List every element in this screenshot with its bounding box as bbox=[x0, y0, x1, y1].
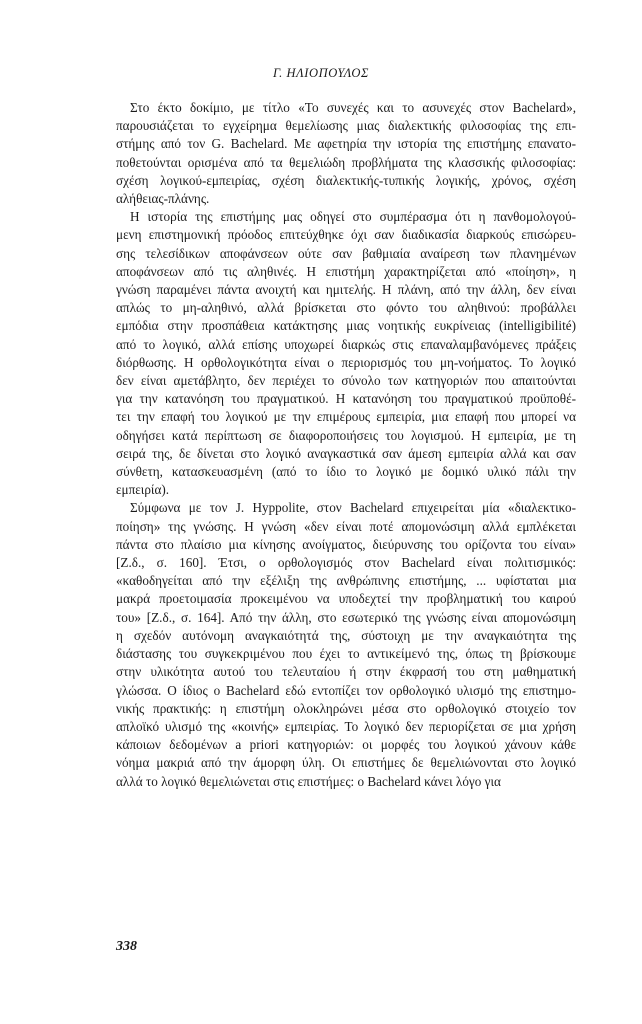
text-line: πάντα στο πλαίσιο μια κίνησης ανοίγματος, διεύρυνσης του ορίζοντα του είναι» bbox=[116, 536, 576, 552]
text-line: Στο έκτο δοκίμιο, με τίτλο «Το συνεχές και το ασυνεχές στον Bachelard», bbox=[130, 100, 576, 115]
text-line: στήμης από τον G. Bachelard. Με αφετηρία την ιστορία της επιστήμης επανατο- bbox=[116, 136, 576, 152]
text-line: εμπειρία). bbox=[116, 482, 170, 498]
text-line: ποίηση» της γνώσης. Η γνώση «δεν είναι ποτέ απομονώσιμη αλλά εμπλέκεται bbox=[116, 518, 576, 534]
text-line: σειρά της, δε δίνεται στο λογικό αναγκαστικά σαν άμεση εμπειρία αλλά και σαν bbox=[116, 445, 576, 461]
text-line: του» [Ζ.δ., σ. 164]. Από την άλλη, στο εσωτερικό της γνώσης είναι απομονώσιμη bbox=[116, 609, 576, 625]
text-line: αλήθειας-πλάνης. bbox=[116, 191, 210, 207]
text-line: «καθοδηγείται από την εξέλιξη της ανθρώπινης επιστήμης, ... υφίσταται μια bbox=[116, 573, 576, 589]
text-line: απλοϊκό υλισμό της «κοινής» εμπειρίας. Το λογικό δεν περιορίζεται σε μια χρήση bbox=[116, 718, 576, 734]
text-line: Σύμφωνα με τον J. Hyppolite, στον Bachelard επιχειρείται μία «διαλεκτικο- bbox=[130, 500, 576, 516]
text-line: αποφάνσεων από τις αληθινές. Η επιστήμη χαρακτηρίζεται από «ποίηση», η bbox=[116, 263, 576, 279]
text-line: εμπόδια στην προσπάθεια κατάκτησης μιας νοητικής ευκρίνειας (intelligibilité) bbox=[116, 318, 576, 334]
text-line: η σχεδόν αυτόνομη αναγκαιότητά της, σύστοιχη με την αναγκαιότητα της bbox=[116, 627, 576, 643]
text-line: γνώση παραμένει πάντα ανοιχτή και ημιτελής. Η πλάνη, από την άλλη, δεν είναι bbox=[116, 282, 576, 298]
paragraph bbox=[116, 208, 576, 499]
page-number: 338 bbox=[116, 939, 137, 954]
text-line: από το λογικό, αλλά επίσης υποχωρεί διαρκώς στις επαναλαμβανόμενες πράξεις bbox=[116, 336, 576, 352]
text-line: τει την επαφή του λογικού με την επιμέρους εμπειρία, μια επαφή που μπορεί να bbox=[116, 409, 576, 425]
text-line: διόρθωσης. Η ορθολογικότητα είναι ο περιορισμός του μη-νοήματος. Το λογικό bbox=[116, 354, 576, 370]
text-line: διάστασης του συγκεκριμένου που έχει το αντικείμενό της, όπως τη βρίσκουμε bbox=[116, 646, 576, 662]
text-line: απλώς το μη-αληθινό, αλλά βρίσκεται στο φόντο του αληθινού: προβάλλει bbox=[116, 300, 576, 316]
paragraph bbox=[116, 499, 576, 790]
text-line: ποθετούνται ορισμένα από τα θεμελιώδη προβλήματα της κλασσικής φιλοσοφίας: bbox=[116, 154, 576, 170]
paragraphs bbox=[116, 99, 576, 791]
body-text bbox=[116, 99, 576, 791]
text-line: παρουσιάζεται το εγχείρημα θεμελίωσης μιας διαλεκτικής φιλοσοφίας της επι- bbox=[116, 118, 576, 134]
text-line: γλώσσα. Ο ίδιος ο Bachelard εδώ εντοπίζει τον ορθολογικό υλισμό της επιστημο- bbox=[116, 682, 576, 698]
text-line: νόημα μακριά από την άμορφη ύλη. Οι επιστήμες δε θεμελιώνονται στο λογικό bbox=[116, 755, 576, 771]
text-line: δεν είναι αμετάβλητο, δεν περιέχει το σύνολο των κατηγοριών που απαιτούνται bbox=[116, 373, 576, 389]
text-line: μενη επιστημονική πρόοδος επιτεύχθηκε όχι σαν διαδικασία διαρκούς επισώρευ- bbox=[116, 227, 576, 243]
text-line: κάποιων δεδομένων a priori κατηγοριών: οι μορφές του λογικού χάνουν κάθε bbox=[116, 737, 576, 753]
text-line: στην υλικότητα αυτού του τελευταίου ή στην έκφρασή του στη μαθηματική bbox=[116, 664, 576, 680]
text-line: νικής πρακτικής: η επιστήμη ολοκληρώνει μέσα στο ορθολογικό στοιχείο τον bbox=[116, 700, 576, 716]
running-head: Γ. ΗΛΙΟΠΟΥΛΟΣ bbox=[272, 66, 370, 80]
text-line: μακρά προετοιμασία προκειμένου να υποδεχτεί την προβληματική του καιρού bbox=[116, 591, 576, 607]
text-line: σύνθετη, κατασκευασμένη (από το ίδιο το λογικό με δομικό υλικό πάλι την bbox=[116, 464, 576, 480]
text-line: σχέση λογικού-εμπειρίας, σχέση διαλεκτικής-τυπικής λογικής, χρόνος, σχέση bbox=[116, 172, 576, 188]
text-line: Η ιστορία της επιστήμης μας οδηγεί στο συμπέρασμα ότι η πανθομολογού- bbox=[130, 209, 576, 225]
text-line: οδηγήσει κατά περίπτωση σε διαφοροποιήσεις του λογισμού. Η εμπειρία, με τη bbox=[116, 427, 576, 443]
text-line: σης τελεσίδικων αποφάνσεων ούτε σαν βαθμιαία αναίρεση των πλανημένων bbox=[116, 245, 576, 261]
text-line: για την κατανόηση του πραγματικού. Η κατανόηση του πραγματικού προϋποθέ- bbox=[116, 391, 576, 407]
text-line: [Ζ.δ., σ. 160]. Έτσι, ο ορθολογισμός στον Bachelard είναι πολιτισμικός: bbox=[116, 555, 576, 571]
paragraph bbox=[116, 99, 576, 208]
text-line: αλλά το λογικό θεμελιώνεται στις επιστήμες: ο Bachelard κάνει λόγο για bbox=[116, 773, 501, 789]
